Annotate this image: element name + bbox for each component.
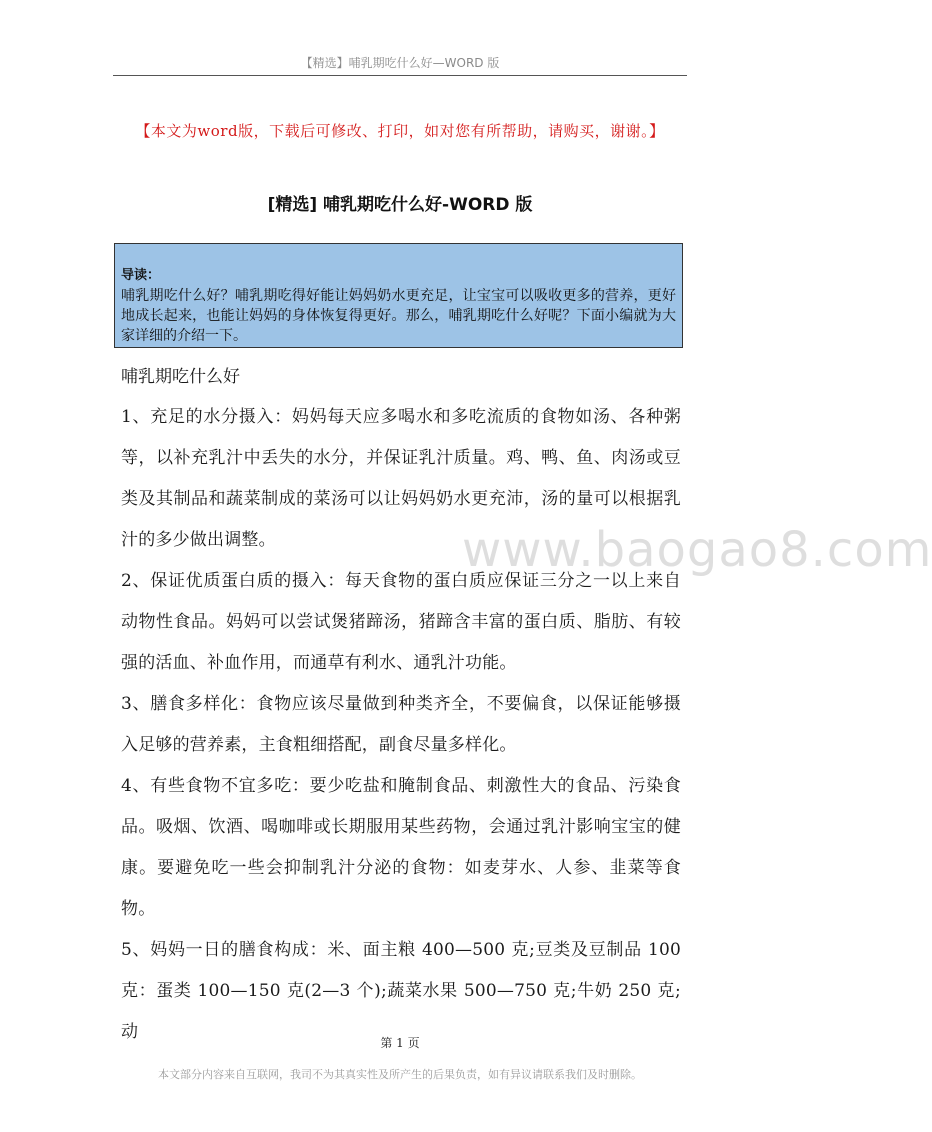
body-paragraph-5: 5、妈妈一日的膳食构成：米、面主粮 400—500 克;豆类及豆制品 100 克：蛋类 100—150 克(2—3 个);蔬菜水果 500—750 克;牛奶 250 克;动 bbox=[121, 940, 681, 1042]
document-title: [精选] 哺乳期吃什么好-WORD 版 bbox=[267, 195, 533, 215]
intro-body: 哺乳期吃什么好？哺乳期吃得好能让妈妈奶水更充足，让宝宝可以吸收更多的营养，更好地成长起来，也能让妈妈的身体恢复得更好。那么，哺乳期吃什么好呢？下面小编就为大家详细的介绍一下。 bbox=[121, 288, 676, 344]
footer-disclaimer: 本文部分内容来自互联网，我司不为其真实性及所产生的后果负责，如有异议请联系我们及时删除。 bbox=[158, 1068, 642, 1081]
download-notice: 【本文为word版，下载后可修改、打印，如对您有所帮助，请购买，谢谢。】 bbox=[135, 122, 665, 140]
page-number: 第 1 页 bbox=[380, 1036, 420, 1050]
section-heading: 哺乳期吃什么好 bbox=[121, 367, 240, 387]
body-paragraph-4: 4、有些食物不宜多吃：要少吃盐和腌制食品、刺激性大的食品、污染食品。吸烟、饮酒、喝咖啡或长期服用某些药物，会通过乳汁影响宝宝的健康。要避免吃一些会抑制乳汁分泌的食物：如麦芽水、人参、韭菜等食物。 bbox=[121, 776, 681, 919]
running-header: 【精选】哺乳期吃什么好—WORD 版 bbox=[300, 56, 500, 70]
intro-box bbox=[114, 243, 683, 348]
body-paragraph-2: 2、保证优质蛋白质的摄入：每天食物的蛋白质应保证三分之一以上来自动物性食品。妈妈可以尝试煲猪蹄汤，猪蹄含丰富的蛋白质、脂肪、有较强的活血、补血作用，而通草有利水、通乳汁功能。 bbox=[121, 571, 681, 673]
body-paragraph-1: 1、充足的水分摄入：妈妈每天应多喝水和多吃流质的食物如汤、各种粥等，以补充乳汁中丢失的水分，并保证乳汁质量。鸡、鸭、鱼、肉汤或豆类及其制品和蔬菜制成的菜汤可以让妈妈奶水更充沛，汤的量可以根据乳汁的多少做出调整。 bbox=[121, 407, 681, 550]
intro-label: 导读： bbox=[121, 268, 161, 283]
body-paragraph-3: 3、膳食多样化：食物应该尽量做到种类齐全，不要偏食，以保证能够摄入足够的营养素，主食粗细搭配，副食尽量多样化。 bbox=[121, 694, 681, 755]
header-divider bbox=[113, 75, 687, 76]
site-watermark: www.baogao8.com bbox=[462, 522, 932, 578]
